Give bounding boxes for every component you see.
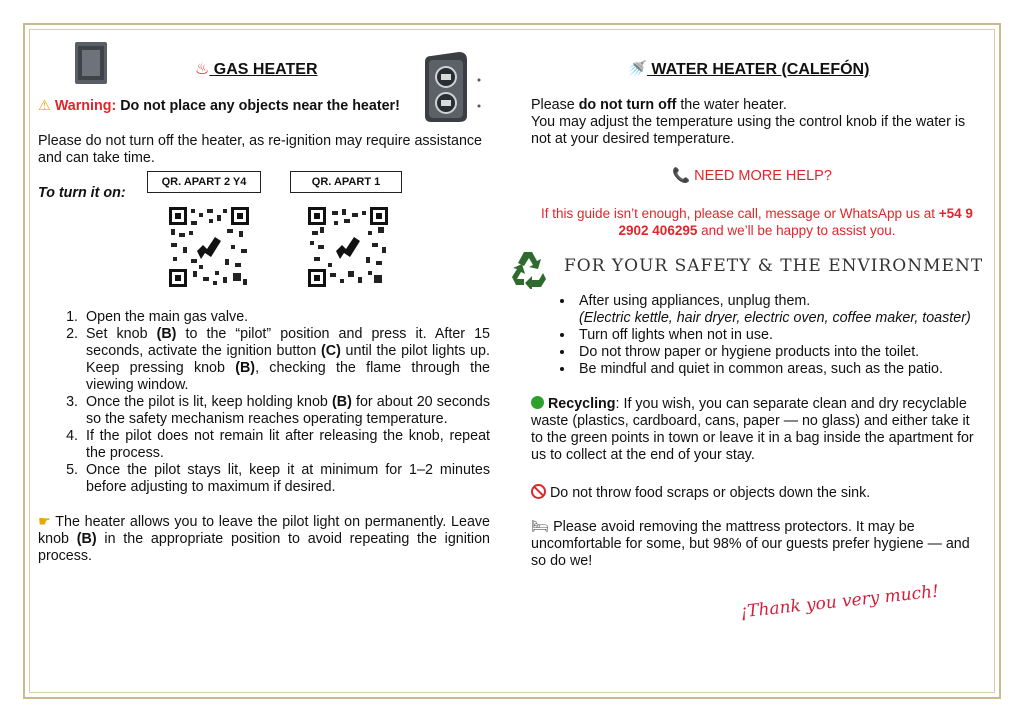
step-item: 4. If the pilot does not remain lit after releasing the knob, repeat the process.: [82, 428, 490, 462]
thank-you-signature: ¡Thank you very much!: [739, 581, 940, 623]
warning-icon: ⚠: [38, 98, 51, 114]
green-circle-icon: [531, 396, 544, 409]
shower-icon: 🚿: [627, 61, 647, 78]
step-item: 3. Once the pilot is lit, keep holding knob (B) for about 20 seconds so the safety mechanism reaches operating temperature.: [82, 394, 490, 428]
list-item: • Turn off lights when not in use.: [575, 327, 991, 344]
environment-list-container: [531, 293, 991, 378]
environment-title: FOR YOUR SAFETY & THE ENVIRONMENT: [564, 256, 984, 276]
water-heater-line-2: You may adjust the temperature using the control knob if the water is not at your desired temperature.: [531, 114, 966, 147]
water-heater-line-1: Please do not turn off the water heater.: [531, 97, 787, 113]
gas-heater-note: Please do not turn off the heater, as re-ignition may require assistance and can take time.: [38, 133, 482, 166]
phone-icon: 📞: [672, 168, 691, 184]
environment-list: [531, 293, 991, 378]
recycle-icon: [508, 249, 548, 289]
list-item: • Do not throw paper or hygiene products into the toilet.: [575, 344, 991, 361]
qr-label-apart-2: QR. APART 2 Y4: [147, 171, 261, 193]
pilot-tip: ☛ The heater allows you to leave the pilot light on permanently. Leave knob (B) in the appropriate position to avoid repeating the ignition process.: [38, 514, 490, 564]
step-item: 2. Set knob (B) to the “pilot” position and press it. After 15 seconds, activate the ignition button (C) until the pilot lights up. Keep pressing knob (B), checking the flame through the viewing window.: [82, 326, 490, 394]
appliances-note: (Electric kettle, hair dryer, electric oven, coffee maker, toaster): [579, 310, 971, 326]
turn-on-label: To turn it on:: [38, 185, 126, 201]
help-text: If this guide isn’t enough, please call, message or WhatsApp us at +54 9 2902 406295 and we’ll be happy to assist you.: [541, 206, 973, 238]
bed-icon: 🛏: [531, 519, 550, 535]
list-item: • After using appliances, unplug them. (Electric kettle, hair dryer, electric oven, coffee maker, toaster): [575, 293, 991, 327]
water-heater-text: [531, 97, 983, 148]
step-item: 5. Once the pilot stays lit, keep it at minimum for 1–2 minutes before adjusting to maximum if desired.: [82, 462, 490, 496]
gas-heater-image: [73, 40, 109, 86]
need-help-title: 📞 NEED MORE HELP?: [672, 168, 832, 184]
qr-label-apart-1: QR. APART 1: [290, 171, 402, 193]
ignition-steps-list: [38, 309, 490, 496]
hot-springs-icon: ♨: [195, 61, 210, 78]
pointing-hand-icon: ☛: [38, 514, 51, 530]
prohibited-icon: [531, 484, 546, 499]
gas-heater-title: ♨ GAS HEATER: [195, 61, 318, 78]
steps-list-container: [38, 309, 490, 496]
warning-line: ⚠ Warning: Do not place any objects near the heater!: [38, 98, 400, 114]
heater-knob-image: [417, 50, 485, 124]
recycling-paragraph: Recycling: If you wish, you can separate clean and dry recyclable waste (plastics, cardboard, cans, paper — no glass) and either take it to the green points in town or leave it in a bag inside the apartment for us to collect at the end of your stay.: [531, 396, 974, 463]
list-item: • Be mindful and quiet in common areas, such as the patio.: [575, 361, 991, 378]
qr-code-apart-2[interactable]: [169, 207, 249, 287]
water-heater-title: 🚿 WATER HEATER (CALEFÓN): [627, 61, 870, 78]
qr-code-apart-1[interactable]: [308, 207, 388, 287]
sink-line: Do not throw food scraps or objects down the sink.: [531, 484, 983, 502]
help-phone[interactable]: +54 9 2902 406295: [618, 206, 973, 238]
step-item: 1. Open the main gas valve.: [82, 309, 490, 326]
mattress-paragraph: 🛏 Please avoid removing the mattress protectors. It may be uncomfortable for some, but 98% of our guests prefer hygiene — and so do we!: [531, 519, 970, 569]
